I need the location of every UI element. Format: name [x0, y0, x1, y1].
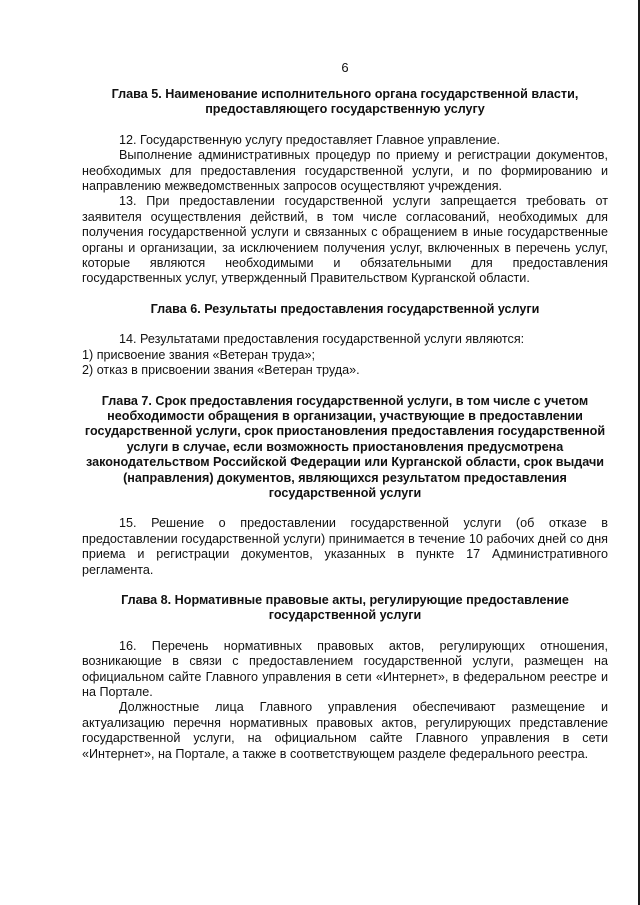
- paragraph-12: 12. Государственную услугу предоставляет Главное управление.: [119, 132, 501, 147]
- chapter7-heading: Глава 7. Срок предоставления государственной услуги, в том числе с учетом необходимости обращения в организации, участвующие в предоставлении государственной услуги, срок приостановления предоставления государственной услуги в случае, если возможность приостановления предусмотрена законодательством Российской Федерации или Курганской области, срок выдачи (направления) документов, являющихся результатом предоставления государственной услуги: [84, 393, 606, 500]
- paragraph-15: 15. Решение о предоставлении государственной услуги (об отказе в предоставлении государственной услуги) принимается в течение 10 рабочих дней со дня приема и регистрации документов, указанных в пункте 17 Административного регламента.: [82, 516, 608, 577]
- paragraph-14: 14. Результатами предоставления государственной услуги являются:: [119, 332, 525, 347]
- page-number: 6: [341, 60, 349, 75]
- paragraph-16: 16. Перечень нормативных правовых актов, регулирующих отношения, возникающие в связи с предоставлением государственной услуги, размещен на официальном сайте Главного управления в сети «Интернет», в федеральном реестре и на Портале.: [82, 638, 608, 699]
- chapter8-heading: Глава 8. Нормативные правовые акты, регулирующие предоставление государственной услуги: [121, 592, 569, 623]
- list-item-2: 2) отказ в присвоении звания «Ветеран труда».: [82, 363, 360, 378]
- paragraph-16-continuation: Должностные лица Главного управления обеспечивают размещение и актуализацию перечня нормативных правовых актов, регулирующих представление государственной услуги, на официальном сайте Главного управления в сети «Интернет», на Портале, а также в соответствующем разделе федерального реестра.: [82, 700, 608, 761]
- paragraph-13: 13. При предоставлении государственной услуги запрещается требовать от заявителя осуществления действий, в том числе согласований, необходимых для получения государственной услуги и связанных с обращением в иные государственные органы и организации, за исключением получения услуг, включенных в перечень услуг, которые являются необходимыми и обязательными для предоставления государственных услуг, утвержденный Правительством Курганской области.: [82, 194, 608, 286]
- chapter6-heading: Глава 6. Результаты предоставления государственной услуги: [150, 301, 540, 316]
- list-item-1: 1) присвоение звания «Ветеран труда»;: [82, 347, 315, 362]
- paragraph-12-continuation: Выполнение административных процедур по приему и регистрации документов, необходимых для предоставления государственной услуги, и по формированию и направлению межведомственных запросов осуществляют учреждения.: [82, 148, 608, 194]
- chapter5-heading: Глава 5. Наименование исполнительного органа государственной власти, предоставляющего государственную услугу: [111, 87, 579, 117]
